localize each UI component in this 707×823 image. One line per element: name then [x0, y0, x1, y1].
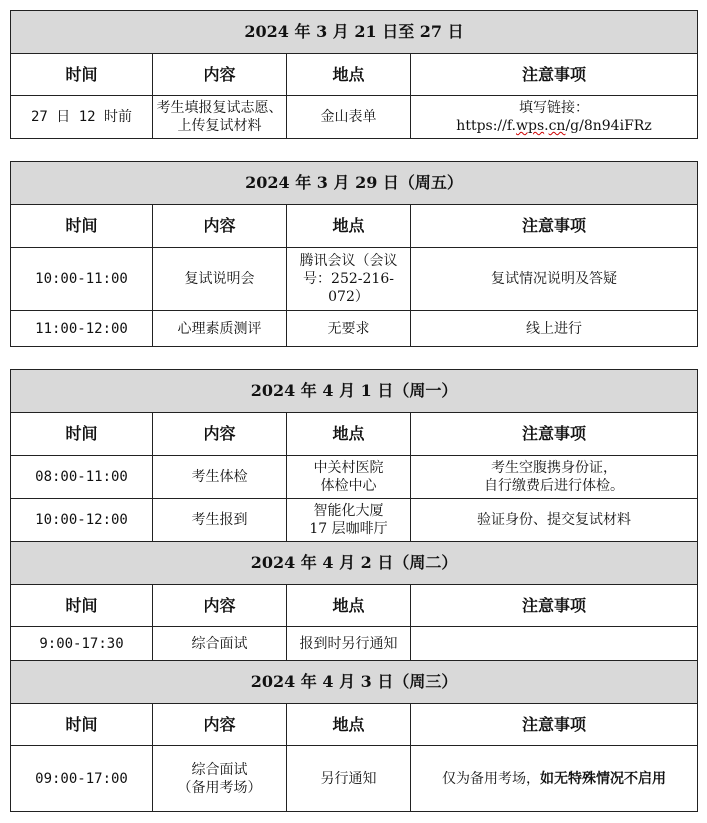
header-content: 内容	[153, 205, 287, 248]
header-place: 地点	[287, 205, 411, 248]
cell-note: 复试情况说明及答疑	[411, 248, 698, 311]
cell-content: 复试说明会	[153, 248, 287, 311]
cell-time: 9:00-17:30	[11, 627, 153, 661]
cell-content: 考生报到	[153, 499, 287, 542]
header-content: 内容	[153, 704, 287, 746]
cell-time: 11:00-12:00	[11, 311, 153, 347]
header-note: 注意事项	[411, 413, 698, 456]
form-link[interactable]: https://f.wps.cn/g/8n94iFRz	[456, 118, 652, 134]
cell-place: 腾讯会议（会议号：252-216-072）	[287, 248, 411, 311]
cell-time: 08:00-11:00	[11, 456, 153, 499]
header-content: 内容	[153, 585, 287, 627]
cell-time: 27 日 12 时前	[11, 96, 153, 139]
header-time: 时间	[11, 54, 153, 96]
section-title: 2024 年 4 月 3 日（周三）	[11, 661, 698, 704]
note-label: 填写链接：	[519, 100, 589, 116]
cell-place: 智能化大厦 17 层咖啡厅	[287, 499, 411, 542]
header-time: 时间	[11, 585, 153, 627]
header-note: 注意事项	[411, 205, 698, 248]
cell-note: 线上进行	[411, 311, 698, 347]
section-title: 2024 年 3 月 21 日至 27 日	[11, 11, 698, 54]
cell-content: 综合面试 （备用考场）	[153, 746, 287, 812]
header-time: 时间	[11, 413, 153, 456]
header-note: 注意事项	[411, 54, 698, 96]
section-title: 2024 年 3 月 29 日（周五）	[11, 162, 698, 205]
cell-note: 仅为备用考场，如无特殊情况不启用	[411, 746, 698, 812]
cell-note: 考生空腹携身份证， 自行缴费后进行体检。	[411, 456, 698, 499]
header-time: 时间	[11, 704, 153, 746]
cell-time: 10:00-12:00	[11, 499, 153, 542]
cell-place: 另行通知	[287, 746, 411, 812]
header-note: 注意事项	[411, 704, 698, 746]
cell-content: 考生填报复试志愿、上传复试材料	[153, 96, 287, 139]
schedule-table-mar21-27	[10, 10, 698, 139]
header-content: 内容	[153, 54, 287, 96]
note-emphasis: 如无特殊情况不启用	[540, 770, 667, 787]
section-title: 2024 年 4 月 1 日（周一）	[11, 370, 698, 413]
cell-content: 心理素质测评	[153, 311, 287, 347]
cell-place: 无要求	[287, 311, 411, 347]
cell-place: 报到时另行通知	[287, 627, 411, 661]
cell-time: 10:00-11:00	[11, 248, 153, 311]
cell-place: 金山表单	[287, 96, 411, 139]
cell-note	[411, 96, 698, 139]
header-place: 地点	[287, 413, 411, 456]
cell-content: 考生体检	[153, 456, 287, 499]
header-note: 注意事项	[411, 585, 698, 627]
cell-note	[411, 627, 698, 661]
schedule-table-apr1-3	[10, 369, 698, 812]
header-time: 时间	[11, 205, 153, 248]
header-place: 地点	[287, 704, 411, 746]
section-title: 2024 年 4 月 2 日（周二）	[11, 542, 698, 585]
header-place: 地点	[287, 585, 411, 627]
cell-content: 综合面试	[153, 627, 287, 661]
header-content: 内容	[153, 413, 287, 456]
cell-place: 中关村医院 体检中心	[287, 456, 411, 499]
schedule-table-mar29	[10, 161, 698, 347]
cell-note: 验证身份、提交复试材料	[411, 499, 698, 542]
header-place: 地点	[287, 54, 411, 96]
cell-time: 09:00-17:00	[11, 746, 153, 812]
